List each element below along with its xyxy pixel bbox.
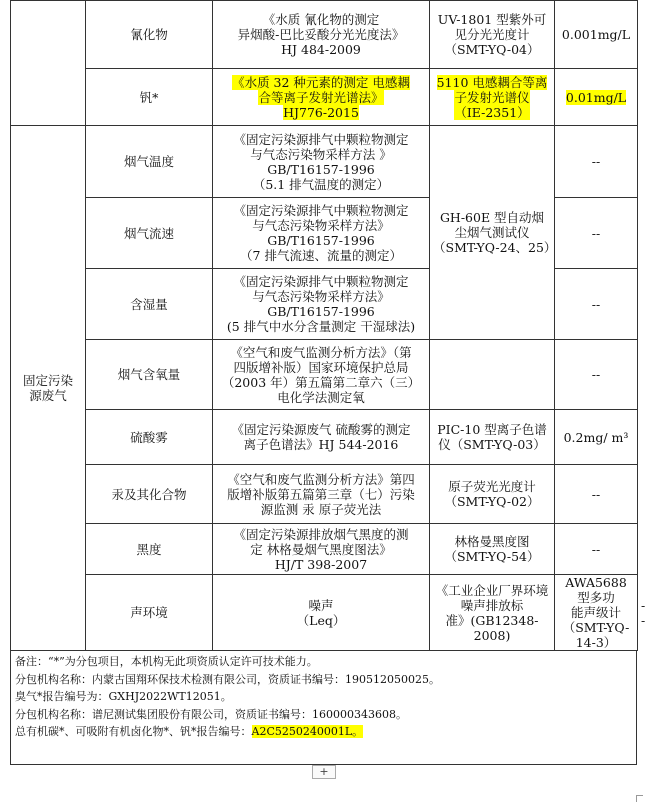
table-row bbox=[11, 69, 638, 126]
corner-mark-icon bbox=[636, 795, 643, 802]
note-line: 臭气*报告编号为：GXHJ2022WT12051。 bbox=[15, 690, 232, 703]
category-cell: 固定污染 源废气 bbox=[11, 126, 86, 651]
item-cell: 黑度 bbox=[86, 524, 213, 575]
table-row bbox=[11, 524, 638, 575]
instrument-cell: AWA5688 型多功 能声级计 （SMT-YQ-14-3） bbox=[555, 575, 638, 651]
note-line: 备注：“*”为分包项目，本机构无此项资质认定许可技术能力。 bbox=[15, 655, 318, 668]
notes-block bbox=[10, 651, 637, 765]
table-row bbox=[11, 1, 638, 69]
table-row bbox=[11, 465, 638, 524]
add-row-button[interactable]: + bbox=[312, 765, 336, 779]
report-code: A2C5250240001L。 bbox=[251, 725, 364, 738]
item-cell: 噪声 （Leq） bbox=[213, 575, 430, 651]
limit-cell: 0.2mg/ m³ bbox=[555, 410, 638, 465]
limit-cell: -- bbox=[555, 126, 638, 198]
note-line: 分包机构名称：内蒙古国翔环保技术检测有限公司，资质证书编号：190512050025。 bbox=[15, 672, 440, 686]
methods-table bbox=[10, 0, 646, 651]
method-cell: 《固定污染源排放烟气黑度的测 定 林格曼烟气黑度图法》 HJ/T 398-2007 bbox=[213, 524, 430, 575]
method-cell: 《水质 氰化物的测定 异烟酸-巴比妥酸分光光度法》 HJ 484-2009 bbox=[213, 1, 430, 69]
limit-cell: -- bbox=[555, 524, 638, 575]
method-cell: 《固定污染源废气 硫酸雾的测定 离子色谱法》HJ 544-2016 bbox=[213, 410, 430, 465]
table-row bbox=[11, 126, 638, 198]
method-cell: 《固定污染源排气中颗粒物测定 与气态污染物采样方法》 GB/T16157-1996 (5 排气中水分含量测定 干湿球法) bbox=[213, 269, 430, 340]
item-cell: 钒* bbox=[86, 69, 213, 126]
table-row bbox=[11, 340, 638, 410]
limit-cell: -- bbox=[555, 198, 638, 269]
limit-cell: 0.01mg/L bbox=[555, 69, 638, 126]
empty-instrument-cell bbox=[430, 340, 555, 410]
item-cell: 烟气温度 bbox=[86, 126, 213, 198]
method-cell: 《空气和废气监测分析方法》第四 版增补版第五篇第三章（七）污染 源监测 汞 原子荧光法 bbox=[213, 465, 430, 524]
document-sheet bbox=[10, 0, 646, 765]
item-cell: 烟气流速 bbox=[86, 198, 213, 269]
instrument-cell: 5110 电感耦合等离 子发射光谱仪 （IE-2351） bbox=[430, 69, 555, 126]
method-cell: 《固定污染源排气中颗粒物测定 与气态污染物采样方法 》 GB/T16157-1996 （5.1 排气温度的测定） bbox=[213, 126, 430, 198]
instrument-cell: 林格曼黑度图 （SMT-YQ-54） bbox=[430, 524, 555, 575]
note-line: 总有机碳*、可吸附有机卤化物*、钒*报告编号：A2C5250240001L。 bbox=[15, 725, 364, 738]
instrument-cell: GH-60E 型自动烟 尘烟气测试仪 （SMT-YQ-24、25） bbox=[430, 126, 555, 340]
item-cell: 硫酸雾 bbox=[86, 410, 213, 465]
limit-cell: -- bbox=[555, 340, 638, 410]
table-row bbox=[11, 410, 638, 465]
instrument-cell: UV-1801 型紫外可 见分光光度计 （SMT-YQ-04） bbox=[430, 1, 555, 69]
limit-cell: -- bbox=[555, 465, 638, 524]
item-cell: 汞及其化合物 bbox=[86, 465, 213, 524]
method-cell: 《水质 32 种元素的测定 电感耦 合等离子发射光谱法》 HJ776-2015 bbox=[213, 69, 430, 126]
instrument-cell: PIC-10 型离子色谱 仪（SMT-YQ-03） bbox=[430, 410, 555, 465]
instrument-cell: 原子荧光光度计 （SMT-YQ-02） bbox=[430, 465, 555, 524]
item-cell: 含湿量 bbox=[86, 269, 213, 340]
note-line: 分包机构名称：谱尼测试集团股份有限公司，资质证书编号：160000343608。 bbox=[15, 707, 407, 721]
method-cell: 《固定污染源排气中颗粒物测定 与气态污染物采样方法》 GB/T16157-1996 （7 排气流速、流量的测定） bbox=[213, 198, 430, 269]
limit-cell: -- bbox=[555, 269, 638, 340]
category-cell: 声环境 bbox=[86, 575, 213, 651]
table-row: 声环境 噪声 （Leq） 《工业企业厂界环境噪声排放标 准》(GB12348-2008) AWA5688 型多功 能声级计 （SMT-YQ-14-3） -- bbox=[11, 575, 638, 651]
empty-category-cell bbox=[11, 1, 86, 126]
method-cell: 《空气和废气监测分析方法》（第 四版增补版）国家环境保护总局 （2003 年）第五篇第二章六（三） 电化学法测定氧 bbox=[213, 340, 430, 410]
item-cell: 氰化物 bbox=[86, 1, 213, 69]
item-cell: 烟气含氧量 bbox=[86, 340, 213, 410]
limit-cell: 0.001mg/L bbox=[555, 1, 638, 69]
method-cell: 《工业企业厂界环境噪声排放标 准》(GB12348-2008) bbox=[430, 575, 555, 651]
